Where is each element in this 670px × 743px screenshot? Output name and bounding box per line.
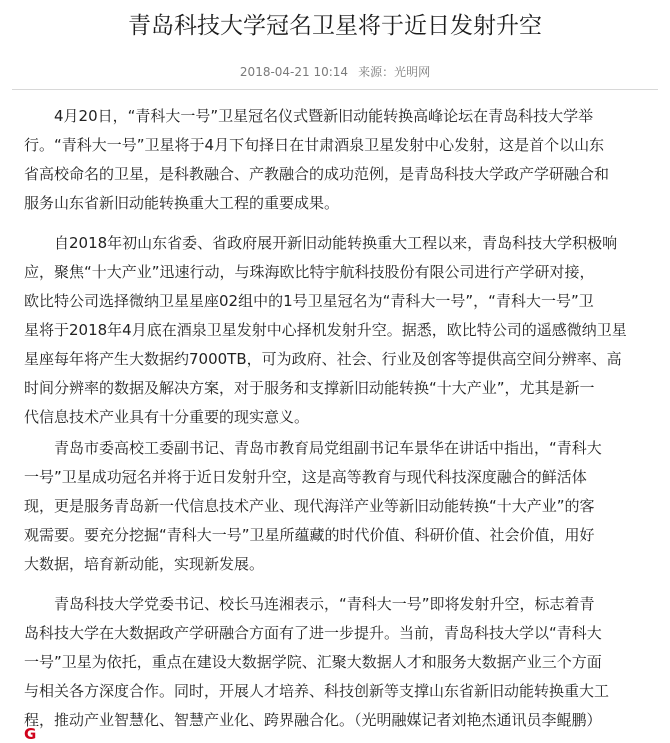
text-line: 青岛科技大学党委书记、校长马连湘表示，“青科大一号”即将发射升空，标志着青 <box>24 595 595 613</box>
publish-date: 2018-04-21 10:14 <box>239 65 349 79</box>
text-line: 青岛市委高校工委副书记、青岛市教育局党组副书记车景华在讲话中指出，“青科大 <box>24 439 602 457</box>
text-line: 一号”卫星为依托，重点在建设大数据学院、汇聚大数据人才和服务大数据产业三个方面 <box>24 653 602 671</box>
paragraph-2 <box>24 229 660 432</box>
text-line: 时间分辨率的数据及解决方案，对于服务和支撑新旧动能转换“十大产业”，尤其是新一 <box>24 379 595 397</box>
text-line: 程，推动产业智慧化、智慧产业化、跨界融合化。（光明融媒记者刘艳杰通讯员李鲲鹏） <box>24 711 602 729</box>
text-line: 服务山东省新旧动能转换重大工程的重要成果。 <box>24 194 340 212</box>
text-line: 行。“青科大一号”卫星将于4月下旬择日在甘肃酒泉卫星发射中心发射，这是首个以山东 <box>24 136 605 154</box>
text-line: 星将于2018年4月底在酒泉卫星发射中心择机发射升空。据悉，欧比特公司的遥感微纳卫星 <box>24 321 627 339</box>
article-meta <box>0 63 670 81</box>
text-line: 与相关各方深度合作。同时，开展人才培养、科技创新等支撑山东省新旧动能转换重大工 <box>24 682 610 700</box>
text-line: 代信息技术产业具有十分重要的现实意义。 <box>24 408 310 426</box>
paragraph-4 <box>24 590 660 735</box>
text-line: 欧比特公司选择微纳卫星星座02组中的1号卫星冠名为“青科大一号”，“青科大一号”卫 <box>24 292 594 310</box>
paragraph-3 <box>24 434 660 579</box>
guangming-logo-mark: G <box>24 725 37 743</box>
article-title: 青岛科技大学冠名卫星将于近日发射升空 <box>128 13 542 39</box>
article-source: 来源：光明网 <box>358 65 431 79</box>
header-divider <box>12 89 658 90</box>
text-line: 岛科技大学在大数据政产学研融合方面有了进一步提升。当前，青岛科技大学以“青科大 <box>24 624 602 642</box>
text-line: 大数据，培育新动能，实现新发展。 <box>24 555 265 573</box>
paragraph-1 <box>24 102 660 218</box>
text-line: 星座每年将产生大数据约7000TB，可为政府、社会、行业及创客等提供高空间分辨率、高 <box>24 350 622 368</box>
text-line: 自2018年初山东省委、省政府展开新旧动能转换重大工程以来，青岛科技大学积极响 <box>24 234 618 252</box>
text-line: 一号”卫星成功冠名并将于近日发射升空，这是高等教育与现代科技深度融合的鲜活体 <box>24 468 587 486</box>
text-line: 应，聚焦“十大产业”迅速行动，与珠海欧比特宇航科技股份有限公司进行产学研对接， <box>24 263 595 281</box>
text-line: 省高校命名的卫星，是科教融合、产教融合的成功范例，是青岛科技大学政产学研融合和 <box>24 165 610 183</box>
text-line: 观需要。要充分挖掘“青科大一号”卫星所蕴藏的时代价值、科研价值、社会价值，用好 <box>24 526 595 544</box>
text-line: 4月20日，“青科大一号”卫星冠名仪式暨新旧动能转换高峰论坛在青岛科技大学举 <box>24 107 594 125</box>
text-line: 现，更是服务青岛新一代信息技术产业、现代海洋产业等新旧动能转换“十大产业”的客 <box>24 497 595 515</box>
